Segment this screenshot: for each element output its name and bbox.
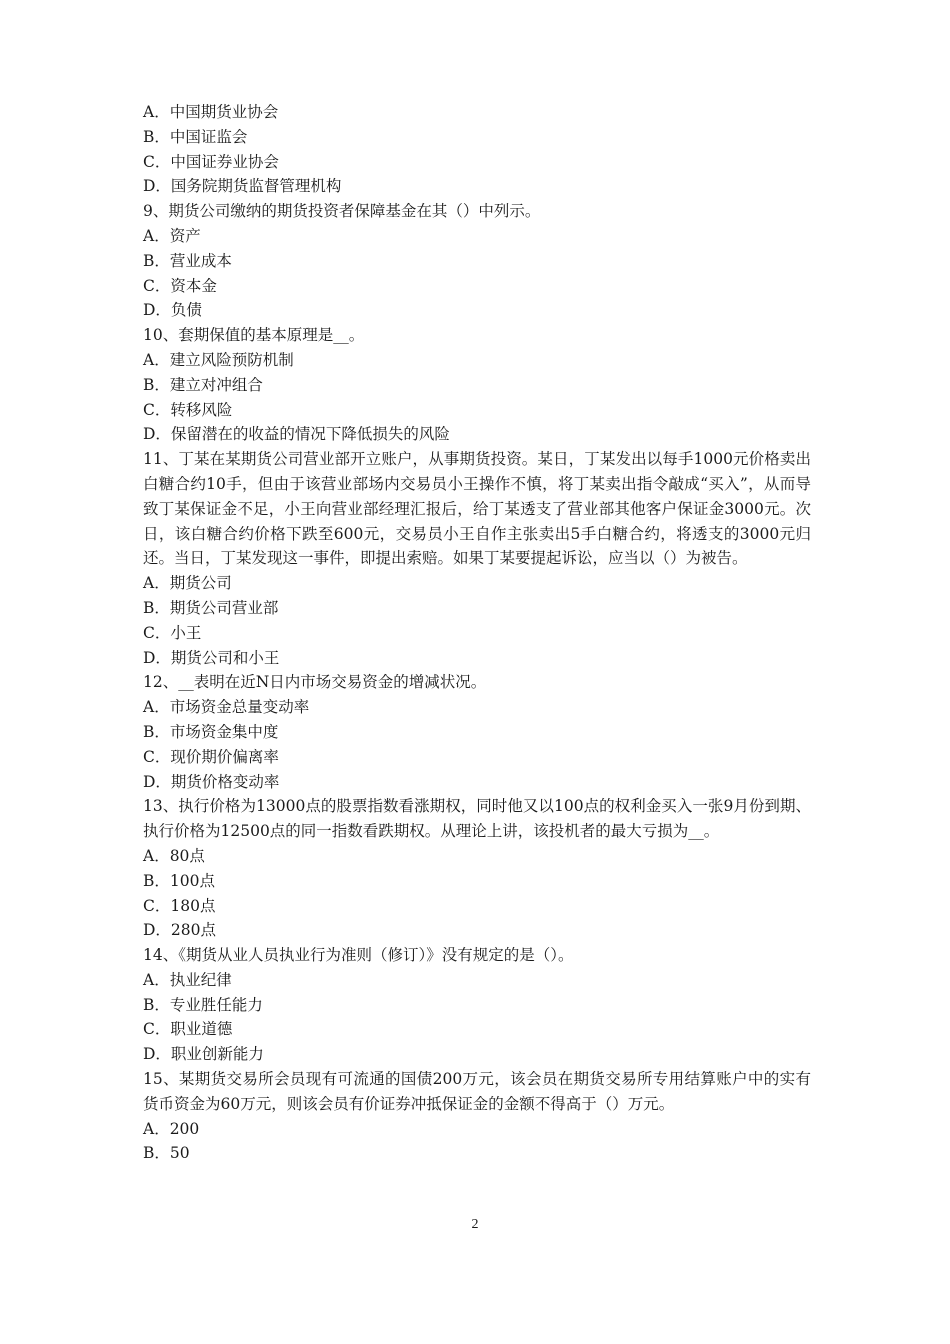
answer-option: C．现价期价偏离率	[143, 747, 279, 766]
question-text: 9、期货公司缴纳的期货投资者保障基金在其（）中列示。	[143, 202, 541, 221]
answer-option: B．营业成本	[143, 251, 232, 270]
answer-option: C．小王	[143, 623, 202, 642]
question-text: 11、丁某在某期货公司营业部开立账户，从事期货投资。某日，丁某发出以每手1000元价格卖出白糖合约10手，但由于该营业部场内交易员小王操作不慎，将丁某卖出指令敲成“买入”，从而导致丁某保证金不足，小王向营业部经理汇报后，给丁某透支了营业部其他客户保证金3000元。次日，该白糖合约价格下跌至600元，交易员小王自作主张卖出5手白糖合约，将透支的3000元归还。当日，丁某发现这一事件，即提出索赔。如果丁某要提起诉讼，应当以（）为被告。	[143, 450, 811, 568]
answer-option: A．市场资金总量变动率	[143, 698, 310, 717]
answer-option: A．80点	[143, 846, 205, 865]
answer-option: C．中国证券业协会	[143, 152, 279, 171]
answer-option: D．保留潜在的收益的情况下降低损失的风险	[143, 425, 450, 444]
answer-option: C．转移风险	[143, 400, 233, 419]
answer-option: B．中国证监会	[143, 127, 248, 146]
answer-option: A．执业纪律	[143, 970, 232, 989]
question-text: 10、套期保值的基本原理是__。	[143, 326, 365, 345]
question-text: 13、执行价格为13000点的股票指数看涨期权，同时他又以100点的权利金买入一张9月份到期、执行价格为12500点的同一指数看跌期权。从理论上讲，该投机者的最大亏损为__。	[143, 797, 811, 841]
answer-option: D．期货价格变动率	[143, 772, 280, 791]
answer-option: D．280点	[143, 921, 217, 940]
question-text: 15、某期货交易所会员现有可流通的国债200万元，该会员在期货交易所专用结算账户中的实有货币资金为60万元，则该会员有价证券冲抵保证金的金额不得高于（）万元。	[143, 1070, 811, 1113]
answer-option: D．职业创新能力	[143, 1045, 264, 1064]
answer-option: A．期货公司	[143, 574, 232, 593]
answer-option: B．专业胜任能力	[143, 995, 263, 1014]
answer-option: A．中国期货业协会	[143, 103, 279, 121]
answer-option: D．负债	[143, 301, 202, 320]
question-text: 12、__表明在近N日内市场交易资金的增减状况。	[143, 673, 487, 692]
answer-option: D．国务院期货监督管理机构	[143, 177, 342, 196]
answer-option: B．市场资金集中度	[143, 722, 279, 741]
answer-option: B．建立对冲组合	[143, 375, 263, 394]
answer-option: A．建立风险预防机制	[143, 350, 294, 369]
answer-option: B．50	[143, 1144, 190, 1163]
answer-option: A．资产	[143, 226, 201, 245]
document-body	[143, 100, 811, 1166]
answer-option: A．200	[143, 1119, 200, 1138]
answer-option: C．资本金	[143, 276, 217, 295]
answer-option: D．期货公司和小王	[143, 648, 280, 667]
answer-option: C．180点	[143, 896, 216, 915]
answer-option: B．100点	[143, 871, 215, 890]
answer-option: B．期货公司营业部	[143, 598, 279, 617]
page-number: 2	[471, 1217, 479, 1232]
question-text: 14、《期货从业人员执业行为准则（修订）》没有规定的是（）。	[143, 946, 574, 965]
answer-option: C．职业道德	[143, 1020, 233, 1039]
